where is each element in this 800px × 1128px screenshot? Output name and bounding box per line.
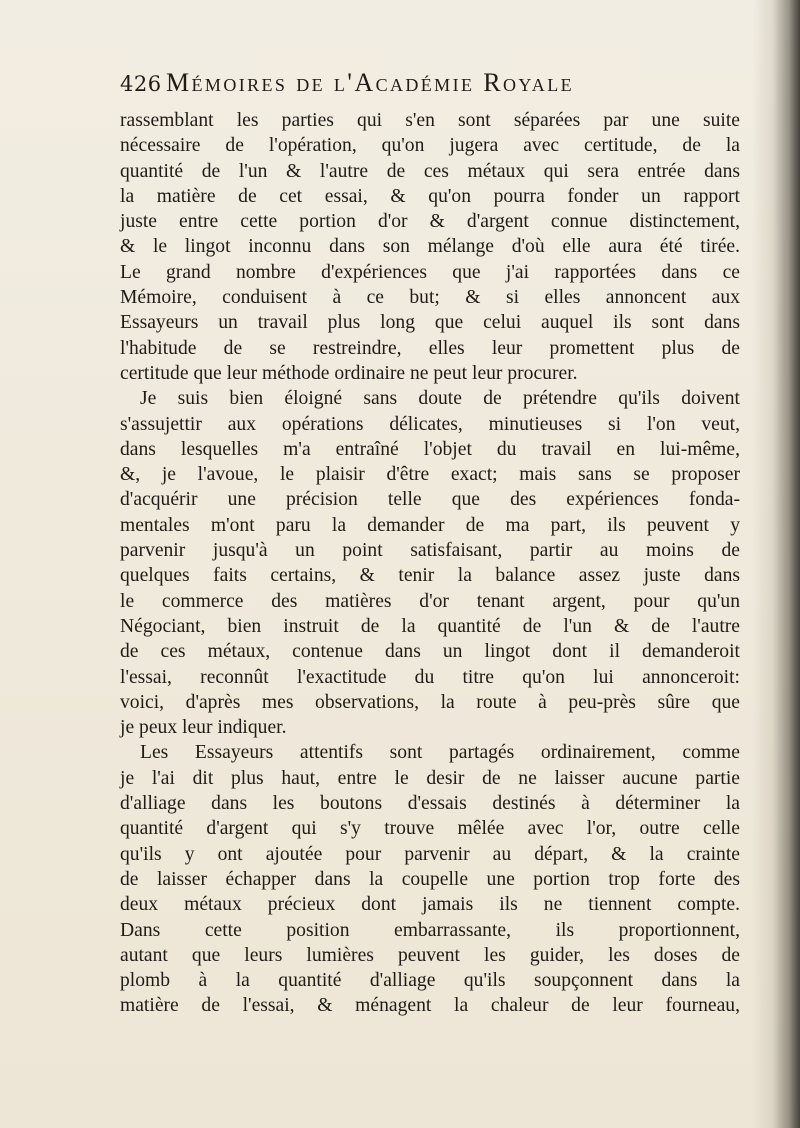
text-line: le commerce des matières d'or tenant argent, pour qu'un xyxy=(120,590,740,612)
text-line: voici, d'après mes observations, la route à peu-près sûre que xyxy=(120,691,740,713)
body-text xyxy=(120,108,740,1019)
text-line: Le grand nombre d'expériences que j'ai rapportées dans ce xyxy=(120,261,740,283)
page-spine-shadow xyxy=(772,0,800,1128)
text-line: dans lesquelles m'a entraîné l'objet du travail en lui-même, xyxy=(120,438,740,460)
text-line: quantité de l'un & l'autre de ces métaux qui sera entrée dans xyxy=(120,160,740,182)
text-line: l'habitude de se restreindre, elles leur promettent plus de xyxy=(120,337,740,359)
text-line: juste entre cette portion d'or & d'argent connue distinctement, xyxy=(120,211,740,233)
text-line: d'alliage dans les boutons d'essais destinés à déterminer la xyxy=(120,793,740,815)
text-line: quantité d'argent qui s'y trouve mêlée avec l'or, outre celle xyxy=(120,818,740,840)
text-line: mentales m'ont paru la demander de ma part, ils peuvent y xyxy=(120,514,740,536)
text-line: Je suis bien éloigné sans doute de prétendre qu'ils doivent xyxy=(140,388,740,410)
text-line: Essayeurs un travail plus long que celui auquel ils sont dans xyxy=(120,312,740,334)
text-line: parvenir jusqu'à un point satisfaisant, partir au moins de xyxy=(120,540,740,562)
text-line: autant que leurs lumières peuvent les guider, les doses de xyxy=(120,944,740,966)
text-line: la matière de cet essai, & qu'on pourra fonder un rapport xyxy=(120,185,740,207)
text-line: de ces métaux, contenue dans un lingot dont il demanderoit xyxy=(120,641,740,663)
running-head: Mémoires de l'Académie Royale xyxy=(166,68,575,97)
text-line: s'assujettir aux opérations délicates, minutieuses si l'on veut, xyxy=(120,413,740,435)
text-line: Les Essayeurs attentifs sont partagés ordinairement, comme xyxy=(140,742,740,764)
text-line: qu'ils y ont ajoutée pour parvenir au départ, & la crainte xyxy=(120,843,740,865)
text-line: quelques faits certains, & tenir la balance assez juste dans xyxy=(120,565,740,587)
text-line: matière de l'essai, & ménagent la chaleur de leur fourneau, xyxy=(120,995,740,1017)
text-line: deux métaux précieux dont jamais ils ne tiennent compte. xyxy=(120,894,740,916)
text-line: d'acquérir une précision telle que des expériences fonda- xyxy=(120,489,740,511)
text-line: l'essai, reconnût l'exactitude du titre qu'on lui annonceroit: xyxy=(120,666,740,688)
page-header xyxy=(120,66,740,110)
text-line: plomb à la quantité d'alliage qu'ils soupçonnent dans la xyxy=(120,970,740,992)
text-line: Négociant, bien instruit de la quantité de l'un & de l'autre xyxy=(120,615,740,637)
text-line: certitude que leur méthode ordinaire ne peut leur procurer. xyxy=(120,362,578,384)
text-line: Mémoire, conduisent à ce but; & si elles annoncent aux xyxy=(120,287,740,309)
text-line: je l'ai dit plus haut, entre le desir de ne laisser aucune partie xyxy=(120,767,740,789)
text-line: rassemblant les parties qui s'en sont séparées par une suite xyxy=(120,110,740,131)
text-line: nécessaire de l'opération, qu'on jugera avec certitude, de la xyxy=(120,135,740,157)
page-number: 426 xyxy=(120,72,162,96)
text-line: Dans cette position embarrassante, ils proportionnent, xyxy=(120,919,740,941)
text-line: &, je l'avoue, le plaisir d'être exact; mais sans se proposer xyxy=(120,464,740,486)
text-line: & le lingot inconnu dans son mélange d'où elle aura été tirée. xyxy=(120,236,740,258)
text-line: de laisser échapper dans la coupelle une portion trop forte des xyxy=(120,868,740,890)
text-line: je peux leur indiquer. xyxy=(120,717,287,739)
